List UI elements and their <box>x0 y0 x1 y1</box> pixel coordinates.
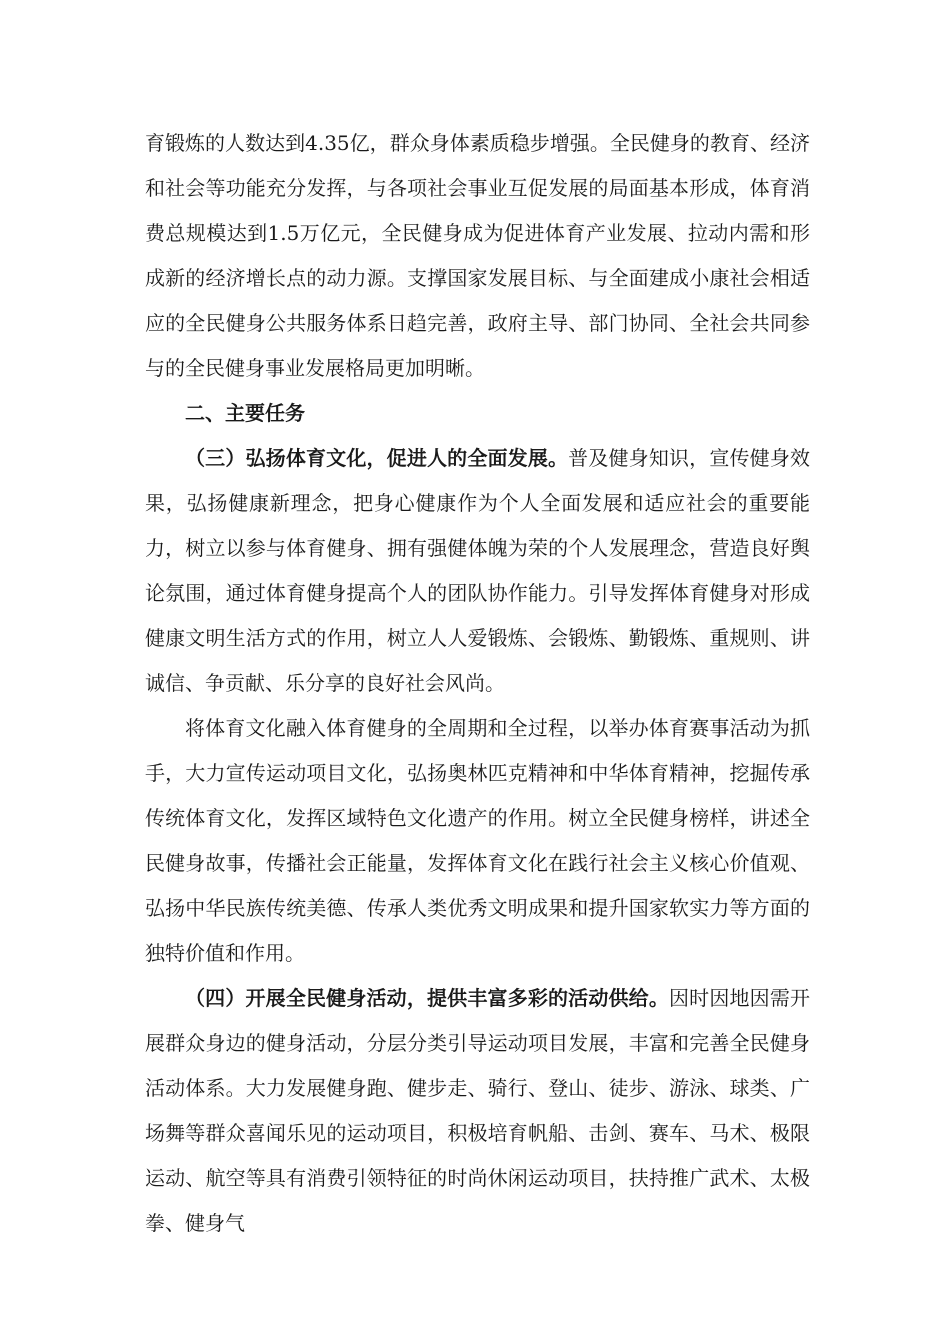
document-body <box>145 121 810 1246</box>
task-4-text: 因时因地因需开展群众身边的健身活动，分层分类引导运动项目发展，丰富和完善全民健身活动体系。大力发展健身跑、健步走、骑行、登山、徒步、游泳、球类、广场舞等群众喜闻乐见的运动项目，积极培育帆船、击剑、赛车、马术、极限运动、航空等具有消费引领特征的时尚休闲运动项目，扶持推广武术、太极拳、健身气 <box>145 986 811 1235</box>
section-heading: 二、主要任务 <box>185 401 305 425</box>
paragraph-continuation: 育锻炼的人数达到4.35亿，群众身体素质稳步增强。全民健身的教育、经济和社会等功能充分发挥，与各项社会事业互促发展的局面基本形成，体育消费总规模达到1.5万亿元，全民健身成为促进体育产业发展、拉动内需和形成新的经济增长点的动力源。支撑国家发展目标、与全面建成小康社会相适应的全民健身公共服务体系日趋完善，政府主导、部门协同、全社会共同参与的全民健身事业发展格局更加明晰。 <box>145 131 810 380</box>
paragraph-task-3 <box>145 436 810 706</box>
paragraph-body: 将体育文化融入体育健身的全周期和全过程，以举办体育赛事活动为抓手，大力宣传运动项目文化，弘扬奥林匹克精神和中华体育精神，挖掘传承传统体育文化，发挥区域特色文化遗产的作用。树立全民健身榜样，讲述全民健身故事，传播社会正能量，发挥体育文化在践行社会主义核心价值观、弘扬中华民族传统美德、传承人类优秀文明成果和提升国家软实力等方面的独特价值和作用。 <box>145 716 810 965</box>
task-4-lead: （四）开展全民健身活动，提供丰富多彩的活动供给。 <box>185 986 669 1010</box>
task-3-text: 普及健身知识，宣传健身效果，弘扬健康新理念，把身心健康作为个人全面发展和适应社会的重要能力，树立以参与体育健身、拥有强健体魄为荣的个人发展理念，营造良好舆论氛围，通过体育健身提高个人的团队协作能力。引导发挥体育健身对形成健康文明生活方式的作用，树立人人爱锻炼、会锻炼、勤锻炼、重规则、讲诚信、争贡献、乐分享的良好社会风尚。 <box>145 446 811 695</box>
paragraph-task-4 <box>145 976 810 1246</box>
task-3-lead: （三）弘扬体育文化，促进人的全面发展。 <box>185 446 569 470</box>
